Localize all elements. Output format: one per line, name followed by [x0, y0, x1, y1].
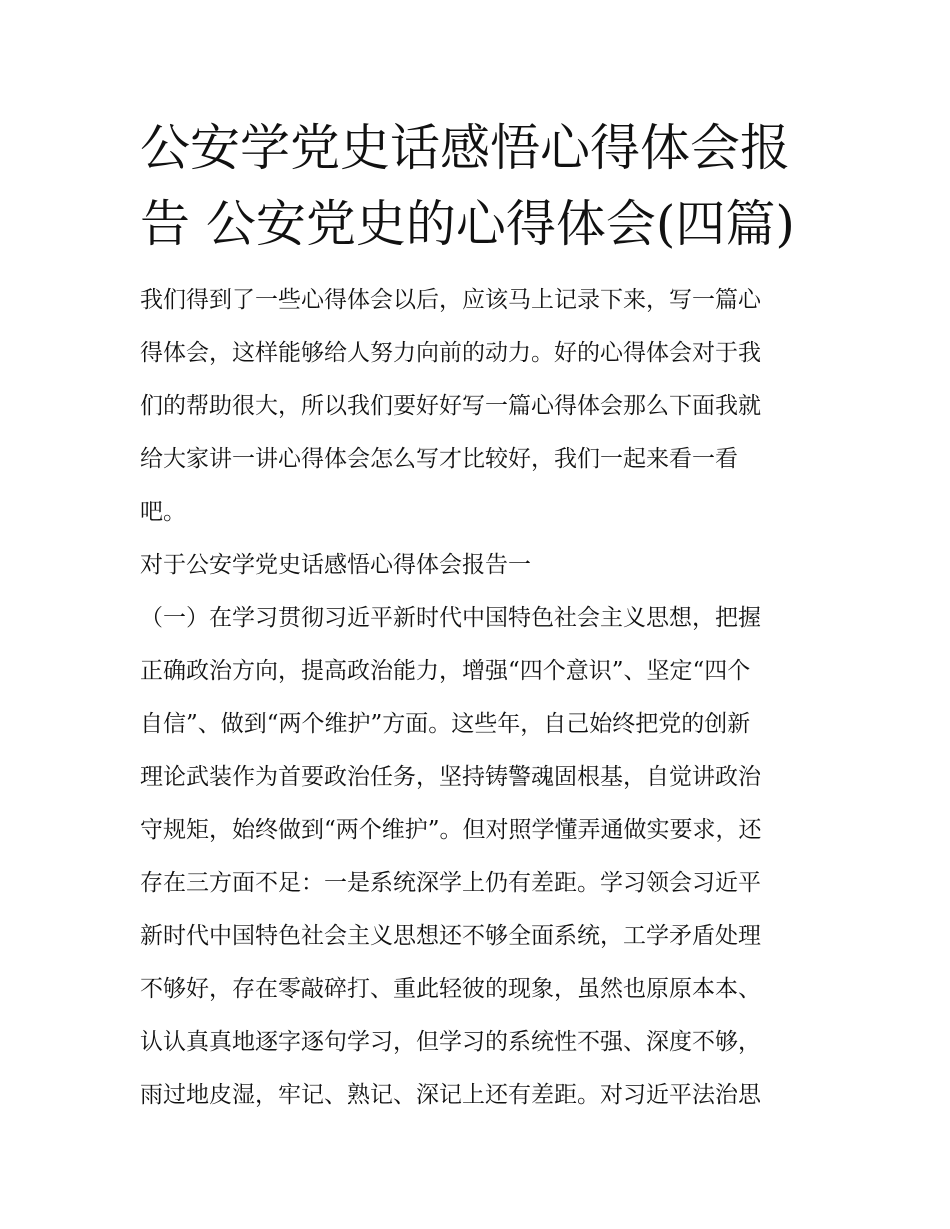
title-line-2: 告 公安党史的心得体会(四篇): [140, 195, 795, 253]
section-line-5: 守规矩，始终做到“两个维护”。但对照学懂弄通做实要求，还: [140, 817, 762, 843]
section-line-6: 存在三方面不足：一是系统深学上仍有差距。学习领会习近平: [140, 870, 761, 896]
section-line-10: 雨过地皮湿，牢记、熟记、深记上还有差距。对习近平法治思: [140, 1082, 761, 1108]
section-line-8: 不够好，存在零敲碎打、重此轻彼的现象，虽然也原原本本、: [140, 976, 761, 1002]
intro-line-5: 吧。: [140, 499, 186, 525]
intro-line-1: 我们得到了一些心得体会以后，应该马上记录下来，写一篇心: [140, 287, 761, 313]
intro-line-2: 得体会，这样能够给人努力向前的动力。好的心得体会对于我: [140, 340, 761, 366]
section-line-9: 认认真真地逐字逐句学习，但学习的系统性不强、深度不够，: [140, 1029, 761, 1055]
title-line-1: 公安学党史话感悟心得体会报: [140, 119, 790, 177]
document-body: [140, 274, 820, 1122]
section-line-4: 理论武装作为首要政治任务，坚持铸警魂固根基，自觉讲政治: [140, 764, 761, 790]
section-line-3: 自信”、做到“两个维护”方面。这些年，自己始终把党的创新: [140, 711, 751, 737]
section-line-2: 正确政治方向，提高政治能力，增强“四个意识”、坚定“四个: [140, 658, 751, 684]
section-line-7: 新时代中国特色社会主义思想还不够全面系统，工学矛盾处理: [140, 923, 761, 949]
intro-line-3: 们的帮助很大，所以我们要好好写一篇心得体会那么下面我就: [140, 393, 761, 419]
document-title: [140, 110, 830, 262]
section-line-1: （一）在学习贯彻习近平新时代中国特色社会主义思想，把握: [140, 605, 761, 631]
intro-line-4: 给大家讲一讲心得体会怎么写才比较好，我们一起来看一看: [140, 446, 738, 472]
section-heading: 对于公安学党史话感悟心得体会报告一: [140, 552, 531, 578]
